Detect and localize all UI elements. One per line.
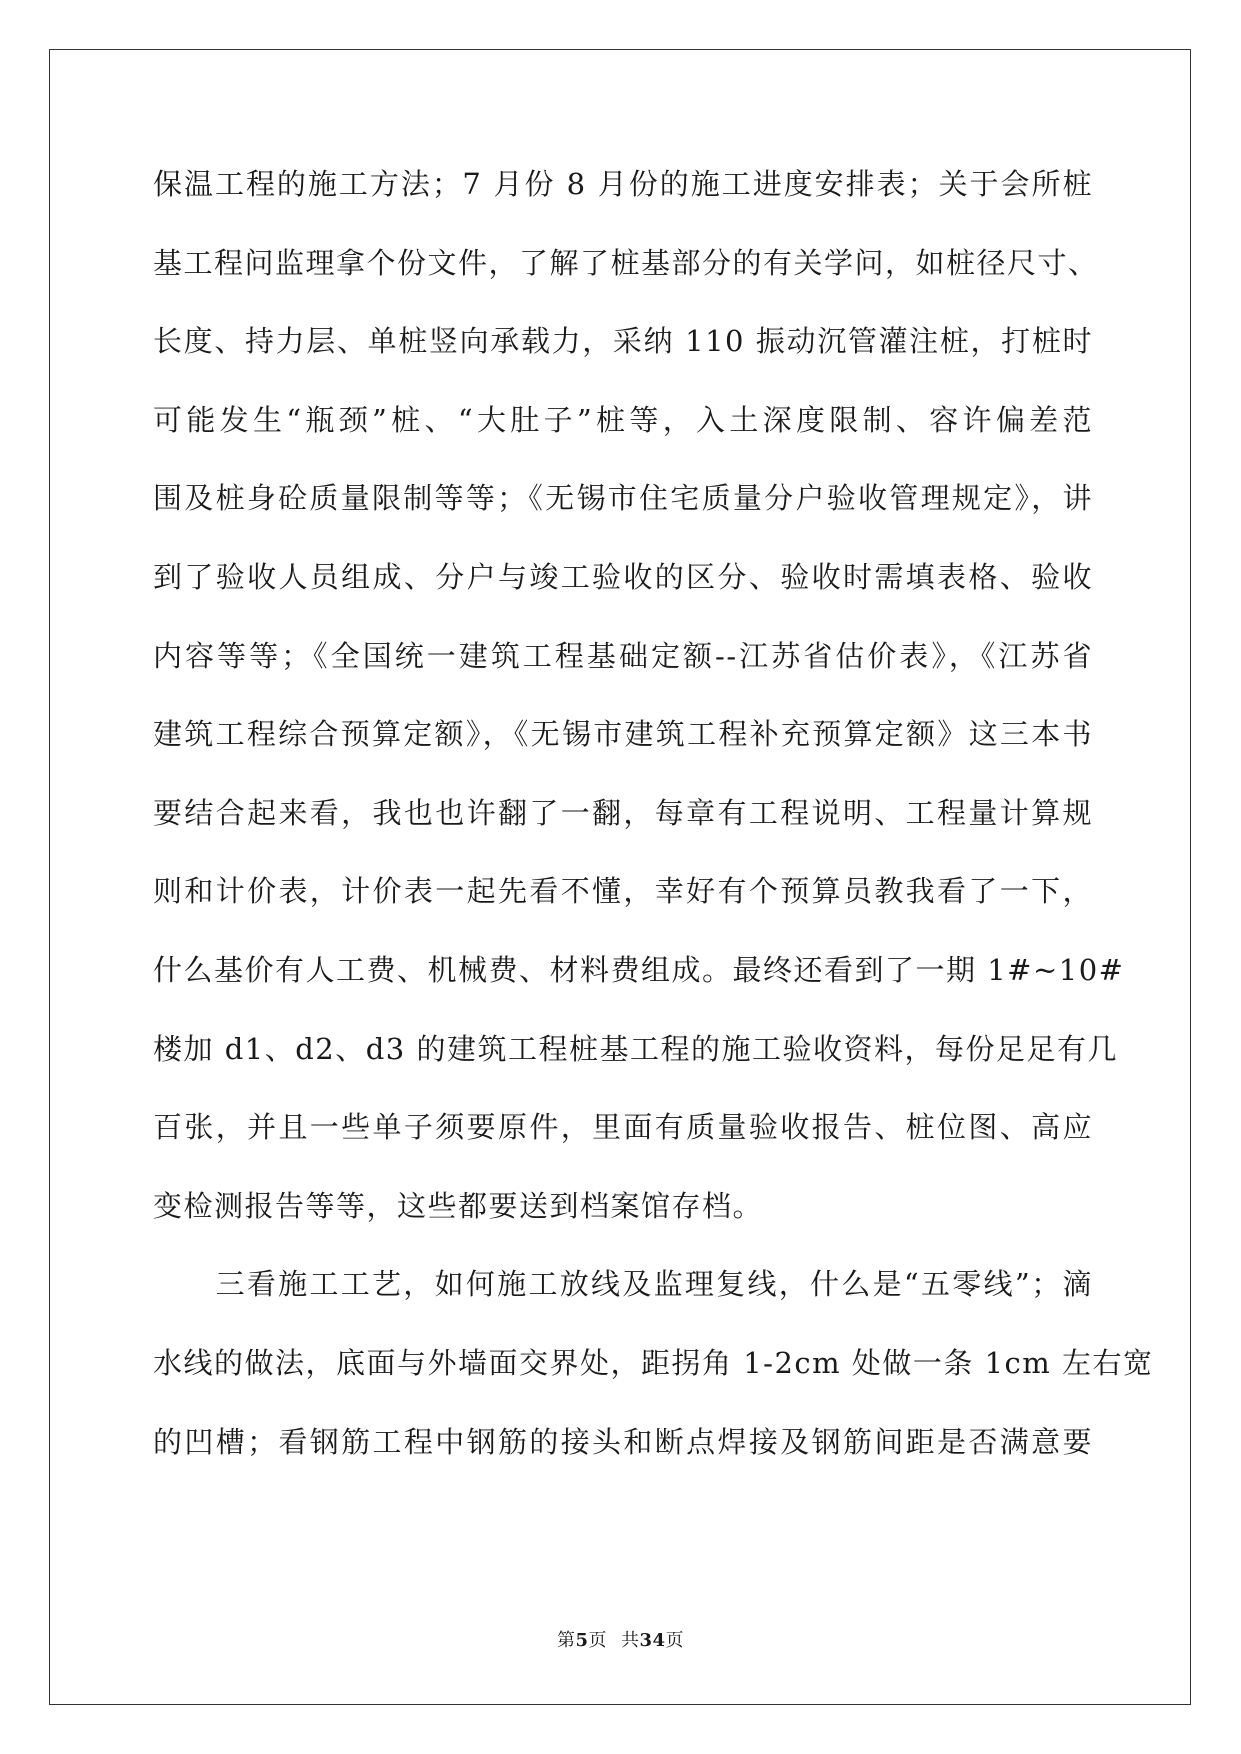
text-line: 变检测报告等等，这些都要送到档案馆存档。 [153,1188,764,1223]
text-line: 内容等等；《全国统一建筑工程基础定额--江苏省估价表》，《江苏省 [153,638,1093,673]
text-line: 则和计价表，计价表一起先看不懂，幸好有个预算员教我看了一下， [153,874,1093,909]
text-line: 的凹槽；看钢筋工程中钢筋的接头和断点焊接及钢筋间距是否满意要 [153,1424,1093,1459]
body-text [153,160,1154,1496]
page-number: 5 [575,1630,589,1651]
text-line: 围及桩身砼质量限制等等；《无锡市住宅质量分户验收管理规定》，讲 [153,481,1093,516]
footer-total-suffix: 页 [665,1630,685,1651]
text-line: 长度、持力层、单桩竖向承载力，采纳 110 振动沉管灌注桩，打桩时 [153,324,1093,359]
total-pages: 34 [639,1630,666,1651]
text-line: 可能发生“瓶颈”桩、“大肚子”桩等，入土深度限制、容许偏差范 [153,402,1093,437]
text-line: 水线的做法，底面与外墙面交界处，距拐角 1-2cm 处做一条 1cm 左右宽 [153,1345,1154,1380]
text-line: 建筑工程综合预算定额》，《无锡市建筑工程补充预算定额》这三本书 [153,717,1093,752]
text-line: 保温工程的施工方法；7 月份 8 月份的施工进度安排表；关于会所桩 [153,167,1093,201]
text-line: 什么基价有人工费、机械费、材料费组成。最终还看到了一期 1#~10# [153,952,1125,987]
text-line: 到了验收人员组成、分户与竣工验收的区分、验收时需填表格、验收 [153,559,1093,594]
footer-page-suffix: 页 [588,1630,607,1651]
text-line: 百张，并且一些单子须要原件，里面有质量验收报告、桩位图、高应 [153,1110,1093,1145]
text-line: 要结合起来看，我也也许翻了一翻，每章有工程说明、工程量计算规 [153,795,1093,830]
footer-total-prefix: 共 [620,1630,640,1651]
text-line: 基工程问监理拿个份文件，了解了桩基部分的有关学问，如桩径尺寸、 [153,245,1099,280]
page-footer [0,1626,1241,1652]
text-line: 三看施工工艺，如何施工放线及监理复线，什么是“五零线”；滴 [153,1267,1093,1302]
footer-prefix: 第 [556,1630,576,1651]
text-line: 楼加 d1、d2、d3 的建筑工程桩基工程的施工验收资料，每份足足有几 [153,1031,1118,1066]
